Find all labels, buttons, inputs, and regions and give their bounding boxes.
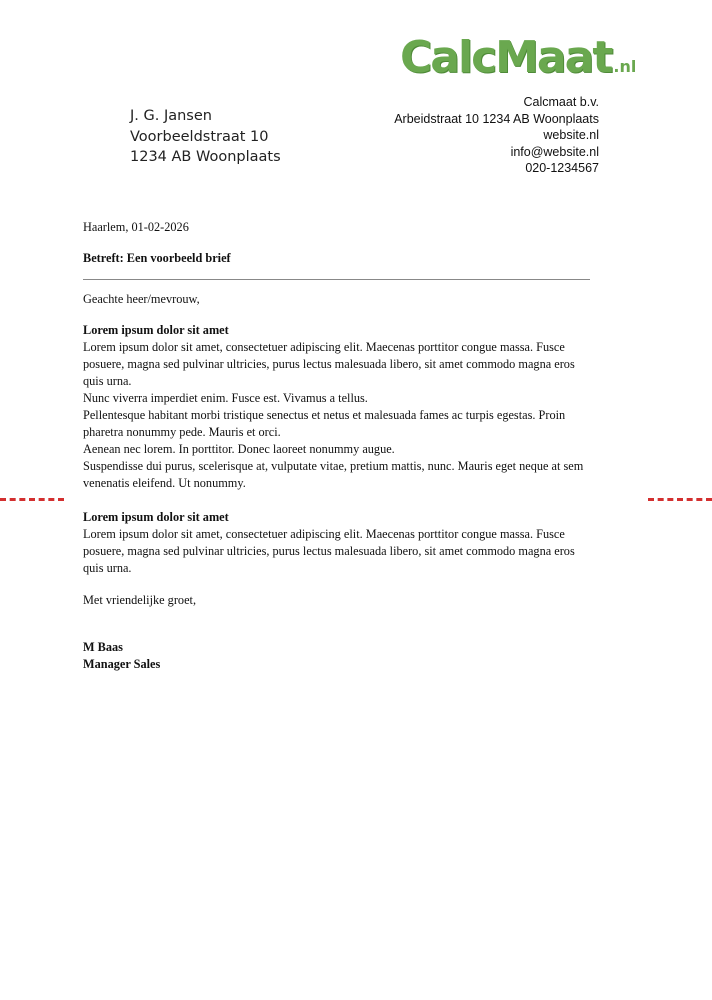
signer-name: M Baas <box>83 640 123 654</box>
section-1-paragraph: Aenean nec lorem. In porttitor. Donec laoreet nonummy augue. <box>83 442 395 456</box>
section-1-paragraph: Nunc viverra imperdiet enim. Fusce est. Vivamus a tellus. <box>83 391 368 405</box>
signer-title: Manager Sales <box>83 657 161 671</box>
sender-address-block <box>394 94 599 177</box>
letter-section-2 <box>83 509 595 577</box>
letter-closing: Met vriendelijke groet, <box>83 593 197 607</box>
section-1-paragraph: Pellentesque habitant morbi tristique senectus et netus et malesuada fames ac turpis egestas. Proin pharetra nonummy pede. Mauris et orci. <box>83 408 566 439</box>
fold-mark-left <box>0 498 64 501</box>
sender-company: Calcmaat b.v. <box>523 95 599 109</box>
logo-text: CalcMaat <box>400 32 612 83</box>
letter-salutation: Geachte heer/mevrouw, <box>83 292 200 306</box>
section-1-title: Lorem ipsum dolor sit amet <box>83 323 229 337</box>
letter-date: Haarlem, 01-02-2026 <box>83 220 189 234</box>
section-2-title: Lorem ipsum dolor sit amet <box>83 510 229 524</box>
letter-section-1 <box>83 322 595 492</box>
recipient-city: 1234 AB Woonplaats <box>130 149 281 165</box>
company-logo <box>400 32 637 83</box>
section-1-paragraph: Suspendisse dui purus, scelerisque at, vulputate vitae, pretium mattis, nunc. Mauris eget neque at sem venenatis eleifend. Ut nonummy. <box>83 459 584 490</box>
fold-mark-right <box>648 498 712 501</box>
logo-tld: .nl <box>613 57 637 76</box>
sender-email: info@website.nl <box>510 144 599 159</box>
recipient-name: J. G. Jansen <box>130 108 212 124</box>
letter-subject: Betreft: Een voorbeeld brief <box>83 251 231 265</box>
recipient-street: Voorbeeldstraat 10 <box>130 128 269 145</box>
sender-address: Arbeidstraat 10 1234 AB Woonplaats <box>394 111 599 126</box>
sender-phone: 020-1234567 <box>525 161 599 175</box>
letter-body <box>83 219 595 673</box>
section-1-paragraph: Lorem ipsum dolor sit amet, consectetuer adipiscing elit. Maecenas porttitor congue massa. Fusce posuere, magna sed pulvinar ultricies, purus lectus malesuada libero, sit amet commodo magna eros quis urna. <box>83 340 575 388</box>
recipient-address-block <box>130 106 281 168</box>
subject-divider <box>83 279 590 280</box>
sender-website: website.nl <box>543 128 599 142</box>
signature-block <box>83 639 595 673</box>
section-2-paragraph: Lorem ipsum dolor sit amet, consectetuer adipiscing elit. Maecenas porttitor congue massa. Fusce posuere, magna sed pulvinar ultricies, purus lectus malesuada libero, sit amet commodo magna eros quis urna. <box>83 527 575 575</box>
